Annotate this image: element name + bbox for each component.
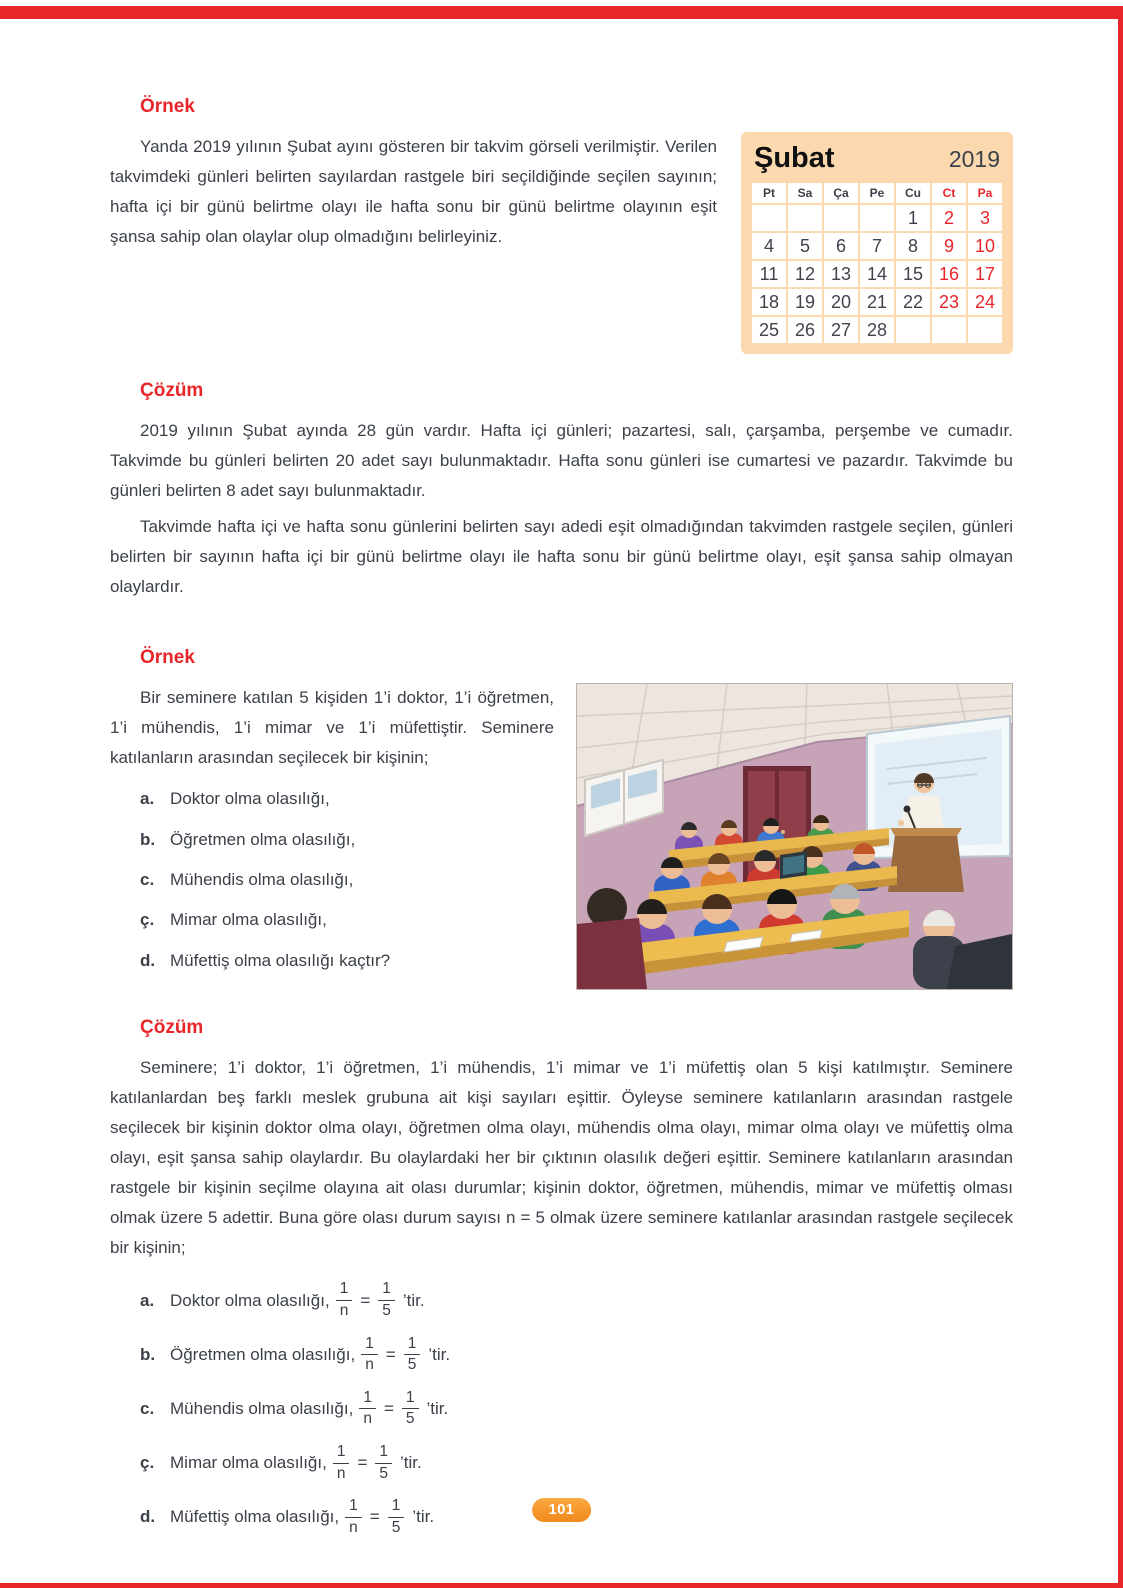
fraction: $\frac{1}{n}$ <box>361 1335 378 1375</box>
solution1-heading: Çözüm <box>140 380 204 401</box>
fraction: $\frac{1}{5}$ <box>404 1335 421 1375</box>
calendar-cell: 3 <box>968 205 1002 231</box>
calendar-cell: 12 <box>788 261 822 287</box>
calendar-cell: 17 <box>968 261 1002 287</box>
calendar-cell: 18 <box>752 289 786 315</box>
page-right-border <box>1118 6 1123 1588</box>
calendar-cell: 8 <box>896 233 930 259</box>
list-item <box>140 830 554 850</box>
item-key: c. <box>140 869 155 889</box>
fraction: $\frac{1}{n}$ <box>336 1280 353 1320</box>
calendar-cell: 11 <box>752 261 786 287</box>
item-key: a. <box>140 1290 155 1310</box>
example1-row <box>110 132 1013 354</box>
calendar-cell: 20 <box>824 289 858 315</box>
calendar-week-row <box>752 261 1002 287</box>
calendar-cell: 9 <box>932 233 966 259</box>
solution1-paragraph-2: Takvimde hafta içi ve hafta sonu günlerini belirten sayı adedi eşit olmadığından takvimden rastgele seçilen, günleri belirten bir sayının hafta içi bir günü belirtme olayı ile hafta sonu bir günü belirtme olayı, eşit şansa sahip olmayan olaylardır. <box>110 516 1013 596</box>
example2-text: Bir seminere katılan 5 kişiden 1’i doktor, 1’i öğretmen, 1’i mühendis, 1’i mimar ve 1’i müfettiştir. Seminere katılanların arasından seçilecek bir kişinin; <box>110 688 554 768</box>
item-suffix: ’tir. <box>426 1398 449 1418</box>
calendar-cell: 7 <box>860 233 894 259</box>
list-item <box>140 870 554 890</box>
fraction: $\frac{1}{5}$ <box>402 1389 419 1429</box>
calendar-cell: 19 <box>788 289 822 315</box>
item-text: Mühendis olma olasılığı, <box>170 1398 354 1418</box>
calendar-cell <box>824 205 858 231</box>
fraction: $\frac{1}{5}$ <box>388 1497 405 1537</box>
calendar-day-header: Pe <box>860 183 894 203</box>
equals-sign: = <box>360 1290 371 1310</box>
calendar-cell <box>896 317 930 343</box>
calendar-cell: 23 <box>932 289 966 315</box>
item-text: Öğretmen olma olasılığı, <box>170 1344 356 1364</box>
calendar-title <box>750 140 1004 181</box>
fraction: $\frac{1}{5}$ <box>378 1280 395 1320</box>
calendar-cell: 1 <box>896 205 930 231</box>
calendar-cell: 24 <box>968 289 1002 315</box>
item-key: c. <box>140 1398 155 1418</box>
example1-heading: Örnek <box>140 96 195 117</box>
calendar-year: 2019 <box>948 146 1000 172</box>
list-item <box>140 910 554 930</box>
example2-item-list <box>140 789 554 971</box>
calendar-week-row <box>752 233 1002 259</box>
calendar-cell <box>968 317 1002 343</box>
calendar-cell: 10 <box>968 233 1002 259</box>
item-text: Müfettiş olma olasılığı, <box>170 1507 340 1527</box>
seminar-illustration <box>576 683 1013 990</box>
example2-row <box>110 683 1013 991</box>
equals-sign: = <box>385 1344 396 1364</box>
calendar-day-header: Ça <box>824 183 858 203</box>
item-key: b. <box>140 1344 156 1364</box>
calendar-cell: 4 <box>752 233 786 259</box>
page-bottom-border <box>0 1583 1123 1588</box>
february-calendar <box>741 132 1013 354</box>
calendar-cell: 2 <box>932 205 966 231</box>
calendar-cell <box>752 205 786 231</box>
item-suffix: ’tir. <box>428 1344 451 1364</box>
probability-item <box>140 1443 1013 1483</box>
calendar-cell: 21 <box>860 289 894 315</box>
item-text: Doktor olma olasılığı, <box>170 789 330 809</box>
calendar-day-header: Sa <box>788 183 822 203</box>
example1-text: Yanda 2019 yılının Şubat ayını gösteren bir takvim görseli verilmiştir. Verilen takvimdeki günleri belirten sayılardan rastgele biri seçildiğinde seçilen sayının; hafta içi bir günü belirtme olayı ile hafta sonu bir günü belirtme olayının eşit şansa sahip olan olaylar olup olmadığını belirleyiniz. <box>110 137 717 246</box>
calendar-cell: 14 <box>860 261 894 287</box>
page-top-border <box>0 6 1123 19</box>
solution2-heading: Çözüm <box>140 1017 204 1039</box>
calendar-cell: 6 <box>824 233 858 259</box>
item-key: b. <box>140 829 156 849</box>
calendar-cell: 15 <box>896 261 930 287</box>
calendar-day-header: Ct <box>932 183 966 203</box>
equals-sign: = <box>369 1507 380 1527</box>
calendar-header-row <box>752 183 1002 203</box>
equals-sign: = <box>357 1453 368 1473</box>
calendar-cell: 22 <box>896 289 930 315</box>
calendar-week-row <box>752 205 1002 231</box>
list-item <box>140 789 554 809</box>
calendar-cell: 25 <box>752 317 786 343</box>
page-number-badge: 101 <box>532 1498 592 1522</box>
probability-item <box>140 1389 1013 1429</box>
calendar-cell: 13 <box>824 261 858 287</box>
example2-left-column <box>110 683 554 991</box>
item-text: Mühendis olma olasılığı, <box>170 869 354 889</box>
item-key: ç. <box>140 1453 155 1473</box>
calendar-cell: 16 <box>932 261 966 287</box>
list-item <box>140 951 554 971</box>
calendar-month: Şubat <box>754 142 835 174</box>
calendar-week-row <box>752 317 1002 343</box>
fraction: $\frac{1}{5}$ <box>375 1443 392 1483</box>
fraction: $\frac{1}{n}$ <box>333 1443 350 1483</box>
calendar-day-header: Pt <box>752 183 786 203</box>
calendar-grid <box>750 181 1004 345</box>
equals-sign: = <box>383 1398 394 1418</box>
seminar-scene <box>577 684 1012 989</box>
calendar-cell <box>788 205 822 231</box>
item-suffix: ’tir. <box>412 1507 435 1527</box>
fraction: $\frac{1}{n}$ <box>345 1497 362 1537</box>
solution2-paragraph: Seminere; 1’i doktor, 1’i öğretmen, 1’i mühendis, 1’i mimar ve 1’i müfettiş olan 5 kişi katılmıştır. Seminere katılanlardan beş farklı meslek grubuna ait kişi sayıları eşittir. Öyleyse seminere katılanların arasından rastgele seçilecek bir kişinin doktor olma olayı, öğretmen olma olayı, mühendis olma olayı, mimar olma olayı ve müfettiş olma olayı, eşit şansa sahip olaylardır. Bu olaylardaki her bir çıktının olasılık değeri eşittir. Seminere katılanların arasından rastgele bir kişinin seçilme olayına ait olası durumlar; kişinin doktor, öğretmen, mühendis, mimar ve müfettiş olması olmak üzere 5 adettir. Buna göre olası durum sayısı n = 5 olmak üzere seminere katılanlar arasından rastgele seçilecek bir kişinin; <box>110 1058 1013 1257</box>
calendar-cell: 27 <box>824 317 858 343</box>
item-text: Öğretmen olma olasılığı, <box>170 829 356 849</box>
fraction: $\frac{1}{n}$ <box>359 1389 376 1429</box>
item-key: d. <box>140 950 156 970</box>
item-key: a. <box>140 789 155 809</box>
solution1-paragraph-1: 2019 yılının Şubat ayında 28 gün vardır. Hafta içi günleri; pazartesi, salı, çarşamba, perşembe ve cumadır. Takvimde bu günleri belirten 20 adet sayı bulunmaktadır. Hafta sonu günleri ise cumartesi ve pazardır. Takvimde bu günleri belirten 8 adet sayı bulunmaktadır. <box>110 421 1013 500</box>
calendar-day-header: Cu <box>896 183 930 203</box>
item-suffix: ’tir. <box>402 1290 425 1310</box>
item-text: Mimar olma olasılığı, <box>170 910 327 930</box>
calendar-cell: 28 <box>860 317 894 343</box>
item-key: ç. <box>140 910 155 930</box>
laptop <box>780 851 807 879</box>
probability-item <box>140 1280 1013 1320</box>
calendar-day-header: Pa <box>968 183 1002 203</box>
calendar-cell: 5 <box>788 233 822 259</box>
example2-heading: Örnek <box>140 647 195 669</box>
calendar-cell <box>932 317 966 343</box>
item-text: Müfettiş olma olasılığı kaçtır? <box>170 950 391 970</box>
calendar-week-row <box>752 289 1002 315</box>
item-key: d. <box>140 1507 156 1527</box>
item-suffix: ’tir. <box>400 1453 422 1473</box>
calendar-cell <box>860 205 894 231</box>
probability-item <box>140 1335 1013 1375</box>
item-text: Mimar olma olasılığı, <box>170 1453 327 1473</box>
calendar-cell: 26 <box>788 317 822 343</box>
item-text: Doktor olma olasılığı, <box>170 1290 330 1310</box>
